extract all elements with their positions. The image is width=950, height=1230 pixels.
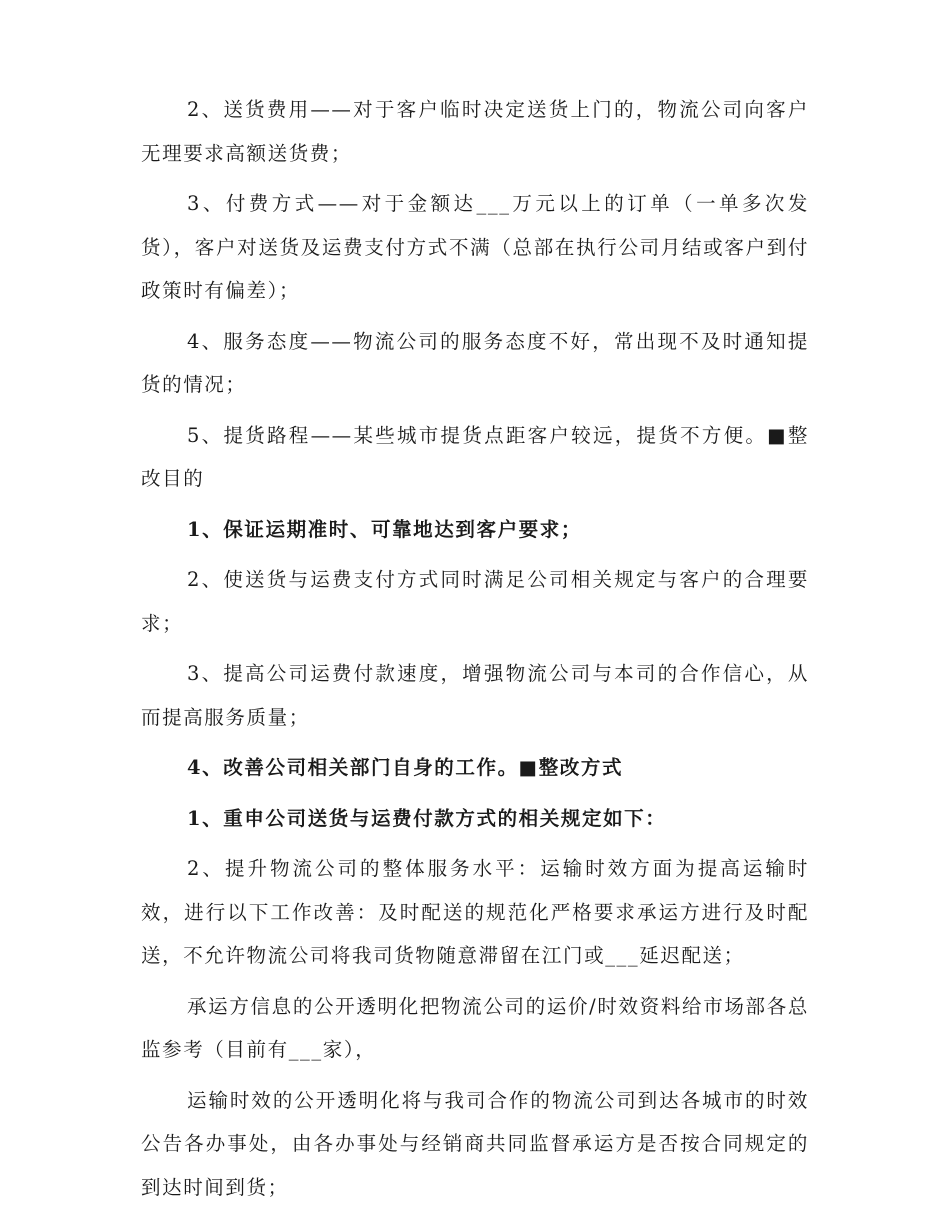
paragraph-payment-method: 3、付费方式——对于金额达___万元以上的订单（一单多次发货），客户对送货及运费支付方式不满（总部在执行公司月结或客户到付政策时有偏差）； bbox=[141, 192, 809, 302]
paragraph-carrier-info: 承运方信息的公开透明化把物流公司的运价/时效资料给市场部各总监参考（目前有___家）， bbox=[141, 994, 809, 1061]
paragraph-goal-3: 3、提高公司运费付款速度，增强物流公司与本司的合作信心，从而提高服务质量； bbox=[141, 662, 809, 729]
paragraph-goal-2: 2、使送货与运费支付方式同时满足公司相关规定与客户的合理要求； bbox=[141, 568, 809, 635]
paragraph-goal-4: 4、改善公司相关部门自身的工作。■整改方式 bbox=[187, 756, 624, 779]
paragraph-service-attitude: 4、服务态度——物流公司的服务态度不好，常出现不及时通知提货的情况； bbox=[141, 329, 809, 396]
paragraph-pickup-distance: 5、提货路程——某些城市提货点距客户较远，提货不方便。■整改目的 bbox=[141, 423, 809, 490]
paragraph-transit-time: 运输时效的公开透明化将与我司合作的物流公司到达各城市的时效公告各办事处，由各办事处与经销商共同监督承运方是否按合同规定的到达时间到货； bbox=[141, 1088, 809, 1199]
document-body bbox=[141, 88, 809, 1216]
paragraph-method-2: 2、提升物流公司的整体服务水平：运输时效方面为提高运输时效，进行以下工作改善：及时配送的规范化严格要求承运方进行及时配送，不允许物流公司将我司货物随意滞留在江门或___延迟配送； bbox=[141, 857, 809, 967]
paragraph-delivery-fee: 2、送货费用——对于客户临时决定送货上门的，物流公司向客户无理要求高额送货费； bbox=[141, 98, 809, 165]
paragraph-method-1: 1、重申公司送货与运费付款方式的相关规定如下： bbox=[187, 806, 667, 830]
paragraph-goal-1: 1、保证运期准时、可靠地达到客户要求； bbox=[187, 517, 582, 541]
